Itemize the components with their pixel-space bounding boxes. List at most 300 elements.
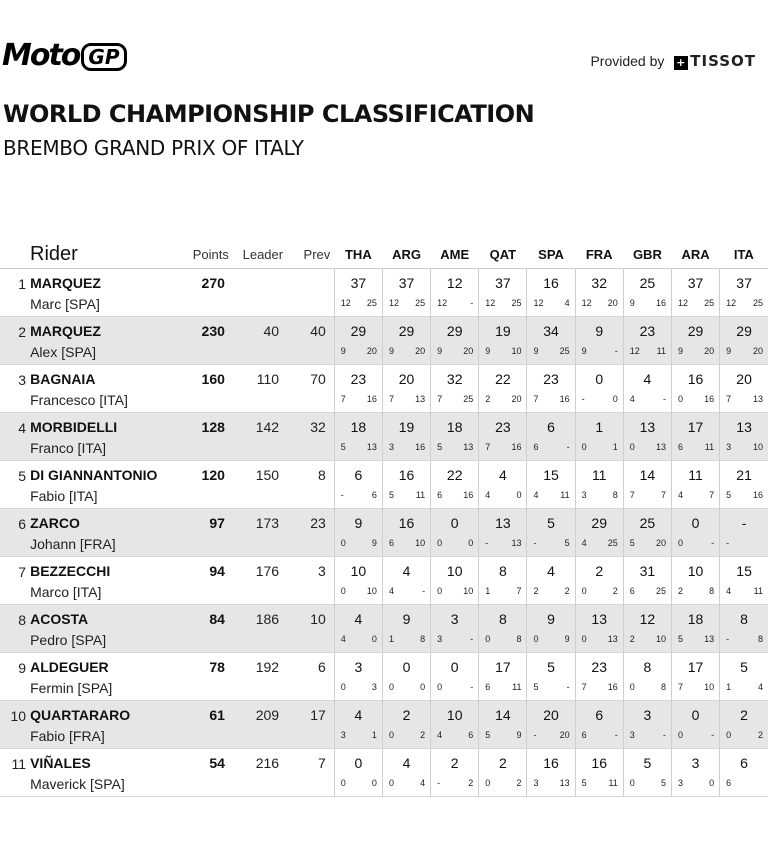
gp-sprint-points: 2	[533, 586, 539, 596]
gp-result	[671, 461, 719, 509]
gp-split-points	[479, 391, 526, 406]
gp-sprint-points: 5	[726, 490, 732, 500]
gp-result	[671, 653, 719, 701]
gp-split-points	[479, 727, 526, 742]
gp-race-points: 1	[612, 442, 618, 452]
motogp-logo: Moto GP	[2, 38, 127, 73]
gp-split-points	[479, 679, 526, 694]
gp-result	[334, 605, 382, 653]
gp-split-points	[672, 535, 719, 550]
gp-total-points: 15	[736, 563, 752, 579]
gp-split-points	[720, 295, 768, 310]
gp-split-points	[479, 583, 526, 598]
rider-surname: DI GIANNANTONIO	[30, 467, 158, 483]
gp-split-points	[672, 295, 719, 310]
rider-firstname-nation: Francesco [ITA]	[30, 392, 128, 408]
rider-prev-gap	[287, 269, 334, 317]
gp-split-points	[479, 487, 526, 502]
gp-result	[431, 269, 479, 317]
rider-firstname-nation: Fermin [SPA]	[30, 680, 113, 696]
rider-prev-gap: 17	[310, 707, 326, 723]
gp-race-points: 16	[655, 298, 666, 308]
rider-points: 94	[209, 563, 225, 579]
gp-sprint-points: 7	[388, 394, 394, 404]
gp-sprint-points: 9	[629, 298, 635, 308]
gp-split-points	[527, 679, 574, 694]
gp-sprint-points: 9	[677, 346, 683, 356]
gp-result	[334, 413, 382, 461]
gp-result	[720, 365, 768, 413]
gp-split-points	[335, 583, 382, 598]
gp-race-points: 25	[366, 298, 377, 308]
gp-result	[575, 557, 623, 605]
gp-result	[382, 605, 430, 653]
gp-sprint-points: 5	[485, 730, 491, 740]
gp-result	[623, 365, 671, 413]
gp-race-points: 1	[371, 730, 377, 740]
rider-surname: ACOSTA	[30, 611, 89, 627]
gp-split-points	[624, 487, 671, 502]
gp-result	[382, 701, 430, 749]
gp-total-points: 0	[354, 755, 363, 771]
gp-race-points: 4	[564, 298, 570, 308]
gp-total-points: 23	[591, 659, 607, 675]
provided-by-label: Provided by	[590, 53, 665, 69]
gp-total-points: 19	[495, 323, 511, 339]
gp-result	[527, 413, 575, 461]
rider-firstname-nation: Fabio [FRA]	[30, 728, 105, 744]
gp-split-points	[672, 487, 719, 502]
gp-result	[575, 749, 623, 797]
gp-split-points	[479, 439, 526, 454]
rider-leader-gap: 150	[255, 467, 280, 483]
gp-race-points: 13	[655, 442, 666, 452]
rider-firstname-nation: Maverick [SPA]	[30, 776, 125, 792]
gp-total-points: 15	[543, 467, 559, 483]
gp-result	[671, 509, 719, 557]
gp-sprint-points: 0	[581, 586, 587, 596]
gp-result	[623, 701, 671, 749]
gp-sprint-points: -	[485, 538, 489, 548]
gp-result	[431, 653, 479, 701]
table-row	[0, 269, 768, 317]
gp-result	[431, 749, 479, 797]
gp-split-points	[431, 727, 478, 742]
gp-total-points: 0	[402, 659, 411, 675]
rider-position: 8	[18, 612, 27, 628]
table-row	[0, 749, 768, 797]
gp-sprint-points: 12	[677, 298, 688, 308]
gp-sprint-points: 12	[726, 298, 737, 308]
gp-total-points: 16	[398, 467, 415, 483]
gp-result	[527, 461, 575, 509]
col-arg: ARG	[392, 246, 421, 262]
gp-result	[382, 509, 430, 557]
gp-sprint-points: 9	[726, 346, 732, 356]
gp-split-points	[431, 343, 478, 358]
gp-total-points: 3	[691, 755, 700, 771]
gp-sprint-points: 0	[340, 778, 346, 788]
gp-total-points: 37	[736, 275, 752, 291]
gp-result	[623, 605, 671, 653]
gp-sprint-points: 6	[388, 538, 394, 548]
gp-split-points	[624, 439, 671, 454]
gp-split-points	[335, 343, 382, 358]
gp-sprint-points: 3	[677, 778, 683, 788]
gp-race-points: 20	[752, 346, 763, 356]
gp-split-points	[576, 391, 623, 406]
gp-race-points: 8	[516, 634, 522, 644]
gp-race-points: 7	[516, 586, 522, 596]
gp-split-points	[335, 775, 382, 790]
standings-body	[0, 269, 768, 797]
gp-split-points	[431, 487, 478, 502]
gp-race-points: 11	[415, 490, 426, 500]
rider-surname: MORBIDELLI	[30, 419, 118, 435]
gp-result	[623, 509, 671, 557]
rider-leader-gap	[231, 269, 287, 317]
gp-race-points: 13	[607, 634, 618, 644]
gp-result	[527, 701, 575, 749]
gp-total-points: 13	[591, 611, 607, 627]
gp-sprint-points: 0	[388, 730, 394, 740]
gp-split-points	[479, 295, 526, 310]
gp-result	[479, 557, 527, 605]
gp-sprint-points: 0	[629, 442, 635, 452]
gp-total-points: 0	[450, 659, 459, 675]
gp-total-points: 10	[687, 563, 704, 579]
gp-total-points: 25	[639, 275, 656, 291]
gp-sprint-points: 4	[340, 634, 346, 644]
gp-total-points: 2	[740, 707, 748, 723]
table-row	[0, 653, 768, 701]
gp-total-points: 4	[498, 467, 507, 483]
tissot-logo	[674, 52, 756, 70]
gp-split-points	[576, 535, 623, 550]
gp-race-points: 11	[656, 346, 666, 356]
gp-result	[334, 317, 382, 365]
gp-result	[623, 461, 671, 509]
gp-total-points: 20	[736, 371, 752, 387]
rider-position: 2	[18, 324, 27, 340]
rider-points: 230	[201, 323, 225, 339]
rider-firstname-nation: Fabio [ITA]	[30, 488, 98, 504]
gp-total-points: 17	[495, 659, 511, 675]
gp-split-points	[672, 583, 719, 598]
gp-sprint-points: 0	[437, 538, 443, 548]
gp-total-points: 6	[354, 467, 363, 483]
gp-sprint-points: -	[533, 538, 537, 548]
gp-split-points	[527, 487, 574, 502]
gp-result	[382, 269, 430, 317]
gp-result	[431, 461, 479, 509]
gp-total-points: 0	[595, 371, 604, 387]
col-spa: SPA	[538, 246, 564, 262]
gp-total-points: 10	[446, 707, 463, 723]
gp-sprint-points: 1	[485, 586, 491, 596]
gp-race-points: 10	[511, 346, 522, 356]
gp-sprint-points: -	[533, 730, 537, 740]
gp-split-points	[576, 295, 623, 310]
gp-total-points: 9	[547, 611, 555, 627]
rider-firstname-nation: Pedro [SPA]	[30, 632, 107, 648]
gp-split-points	[383, 487, 430, 502]
gp-result	[334, 557, 382, 605]
gp-split-points	[383, 439, 430, 454]
gp-split-points	[479, 343, 526, 358]
gp-result	[575, 653, 623, 701]
gp-total-points: 29	[591, 515, 607, 531]
gp-sprint-points: 7	[677, 682, 683, 692]
gp-split-points	[576, 679, 623, 694]
rider-position: 4	[18, 420, 27, 436]
table-row	[0, 365, 768, 413]
rider-prev-gap: 10	[310, 611, 326, 627]
gp-result	[720, 317, 768, 365]
rider-firstname-nation: Marco [ITA]	[30, 584, 102, 600]
gp-sprint-points: 0	[677, 730, 683, 740]
rider-cell	[26, 317, 193, 365]
rider-firstname-nation: Johann [FRA]	[30, 536, 116, 552]
gp-sprint-points: 7	[726, 394, 732, 404]
gp-result	[382, 653, 430, 701]
gp-result	[527, 317, 575, 365]
gp-race-points: 5	[660, 778, 666, 788]
gp-result	[334, 701, 382, 749]
rider-prev-gap: 23	[310, 515, 326, 531]
gp-total-points: 25	[639, 515, 656, 531]
gp-sprint-points: 3	[340, 730, 346, 740]
gp-total-points: 29	[736, 323, 752, 339]
rider-cell	[26, 701, 193, 749]
gp-total-points: 10	[350, 563, 367, 579]
gp-result	[575, 317, 623, 365]
gp-sprint-points: -	[437, 778, 441, 788]
gp-race-points: 25	[752, 298, 763, 308]
gp-split-points	[720, 439, 768, 454]
gp-race-points: 13	[511, 538, 522, 548]
gp-split-points	[383, 535, 430, 550]
gp-split-points	[527, 631, 574, 646]
gp-sprint-points: 4	[437, 730, 443, 740]
gp-result	[382, 749, 430, 797]
gp-sprint-points: 0	[485, 778, 491, 788]
gp-split-points	[527, 295, 574, 310]
gp-split-points	[431, 679, 478, 694]
gp-race-points: 0	[420, 682, 426, 692]
gp-race-points: 11	[753, 586, 763, 596]
gp-race-points: 25	[655, 586, 666, 596]
gp-split-points	[383, 343, 430, 358]
rider-leader-gap: 209	[255, 707, 280, 723]
rider-prev-gap: 6	[317, 659, 326, 675]
gp-sprint-points: 7	[437, 394, 443, 404]
gp-sprint-points: 0	[437, 586, 443, 596]
gp-race-points: 13	[752, 394, 763, 404]
gp-result	[575, 509, 623, 557]
gp-split-points	[527, 535, 574, 550]
gp-sprint-points: 5	[340, 442, 346, 452]
gp-split-points	[624, 535, 671, 550]
gp-race-points: 3	[371, 682, 377, 692]
gp-total-points: 31	[639, 563, 656, 579]
gp-race-points: 25	[415, 298, 426, 308]
gp-total-points: 4	[354, 707, 363, 723]
gp-race-points: 6	[371, 490, 377, 500]
rider-position: 6	[18, 516, 27, 532]
gp-result	[479, 701, 527, 749]
gp-total-points: 21	[736, 467, 752, 483]
gp-split-points	[672, 439, 719, 454]
table-row	[0, 509, 768, 557]
gp-total-points: 0	[450, 515, 459, 531]
gp-sprint-points: 12	[485, 298, 496, 308]
rider-leader-gap: 192	[255, 659, 280, 675]
gp-result	[623, 317, 671, 365]
rider-surname: ALDEGUER	[30, 659, 109, 675]
gp-race-points: 10	[366, 586, 377, 596]
gp-split-points	[720, 391, 768, 406]
gp-total-points: 23	[350, 371, 367, 387]
gp-sprint-points: 0	[340, 538, 346, 548]
gp-result	[527, 749, 575, 797]
col-fra: FRA	[585, 246, 613, 262]
gp-total-points: 18	[446, 419, 463, 435]
gp-total-points: 17	[687, 659, 704, 675]
gp-split-points	[672, 391, 719, 406]
gp-sprint-points: 0	[677, 394, 683, 404]
rider-cell	[26, 509, 193, 557]
rider-leader-gap: 173	[255, 515, 280, 531]
gp-race-points: 16	[752, 490, 763, 500]
gp-split-points	[479, 535, 526, 550]
gp-race-points: 8	[709, 586, 715, 596]
table-row	[0, 461, 768, 509]
gp-sprint-points: 1	[388, 634, 394, 644]
gp-sprint-points: 12	[437, 298, 448, 308]
gp-result	[575, 413, 623, 461]
gp-split-points	[624, 391, 671, 406]
gp-result	[382, 557, 430, 605]
gp-total-points: 6	[595, 707, 604, 723]
rider-cell	[26, 605, 193, 653]
gp-split-points	[720, 679, 768, 694]
gp-split-points	[576, 631, 623, 646]
gp-race-points: 4	[757, 682, 763, 692]
gp-sprint-points: 9	[485, 346, 491, 356]
gp-sprint-points: 0	[437, 682, 443, 692]
col-points: Points	[192, 246, 229, 262]
gp-result	[431, 317, 479, 365]
rider-points: 84	[209, 611, 225, 627]
gp-sprint-points: -	[581, 394, 585, 404]
gp-result	[623, 413, 671, 461]
table-row	[0, 413, 768, 461]
gp-split-points	[576, 775, 623, 790]
page-title: WORLD CHAMPIONSHIP CLASSIFICATION	[3, 100, 535, 128]
gp-total-points: 23	[495, 419, 511, 435]
gp-race-points: -	[470, 682, 474, 692]
rider-surname: MARQUEZ	[30, 323, 101, 339]
gp-sprint-points: 6	[437, 490, 443, 500]
gp-total-points: 1	[595, 419, 604, 435]
gp-total-points: 14	[495, 707, 511, 723]
gp-split-points	[431, 439, 478, 454]
gp-sprint-points: 12	[629, 346, 640, 356]
gp-total-points: 8	[740, 611, 748, 627]
gp-total-points: 8	[643, 659, 652, 675]
gp-result	[720, 461, 768, 509]
gp-split-points	[672, 631, 719, 646]
gp-split-points	[576, 439, 623, 454]
gp-total-points: 16	[591, 755, 607, 771]
gp-result	[479, 413, 527, 461]
rider-cell	[26, 413, 193, 461]
gp-sprint-points: 0	[533, 634, 539, 644]
gp-sprint-points: 5	[437, 442, 443, 452]
gp-race-points: 2	[420, 730, 426, 740]
rider-prev-gap: 70	[310, 371, 326, 387]
gp-result	[575, 605, 623, 653]
gp-race-points: 10	[704, 682, 715, 692]
rider-cell	[26, 269, 193, 317]
col-ita: ITA	[733, 246, 754, 262]
gp-race-points: 2	[612, 586, 618, 596]
gp-split-points	[720, 535, 768, 550]
gp-sprint-points: 0	[581, 442, 587, 452]
col-rider: Rider	[30, 242, 78, 265]
rider-points: 97	[209, 515, 225, 531]
gp-race-points: 20	[559, 730, 570, 740]
gp-total-points: 16	[398, 515, 415, 531]
rider-cell	[26, 653, 193, 701]
gp-race-points: 13	[415, 394, 426, 404]
gp-sprint-points: 2	[485, 394, 491, 404]
gp-race-points: 16	[415, 442, 426, 452]
rider-points: 54	[209, 755, 225, 771]
rider-points: 270	[201, 275, 225, 291]
gp-race-points: 8	[757, 634, 763, 644]
gp-sprint-points: 9	[533, 346, 539, 356]
gp-total-points: 32	[446, 371, 463, 387]
gp-split-points	[527, 583, 574, 598]
gp-race-points: -	[711, 538, 715, 548]
gp-total-points: -	[741, 515, 747, 531]
gp-race-points: 9	[564, 634, 570, 644]
gp-split-points	[383, 583, 430, 598]
gp-race-points: 20	[366, 346, 377, 356]
gp-result	[671, 557, 719, 605]
gp-split-points	[720, 775, 768, 790]
gp-result	[334, 749, 382, 797]
rider-cell	[26, 461, 193, 509]
gp-race-points: 9	[516, 730, 522, 740]
gp-split-points	[527, 775, 574, 790]
rider-prev-gap: 40	[310, 323, 326, 339]
gp-race-points: -	[566, 682, 570, 692]
gp-total-points: 8	[498, 563, 507, 579]
gp-split-points	[624, 679, 671, 694]
gp-race-points: 0	[709, 778, 715, 788]
gp-result	[382, 317, 430, 365]
gp-total-points: 11	[591, 467, 607, 483]
gp-split-points	[576, 583, 623, 598]
gp-result	[431, 365, 479, 413]
rider-leader-gap: 142	[255, 419, 280, 435]
gp-result	[431, 701, 479, 749]
table-row	[0, 557, 768, 605]
gp-total-points: 10	[446, 563, 463, 579]
